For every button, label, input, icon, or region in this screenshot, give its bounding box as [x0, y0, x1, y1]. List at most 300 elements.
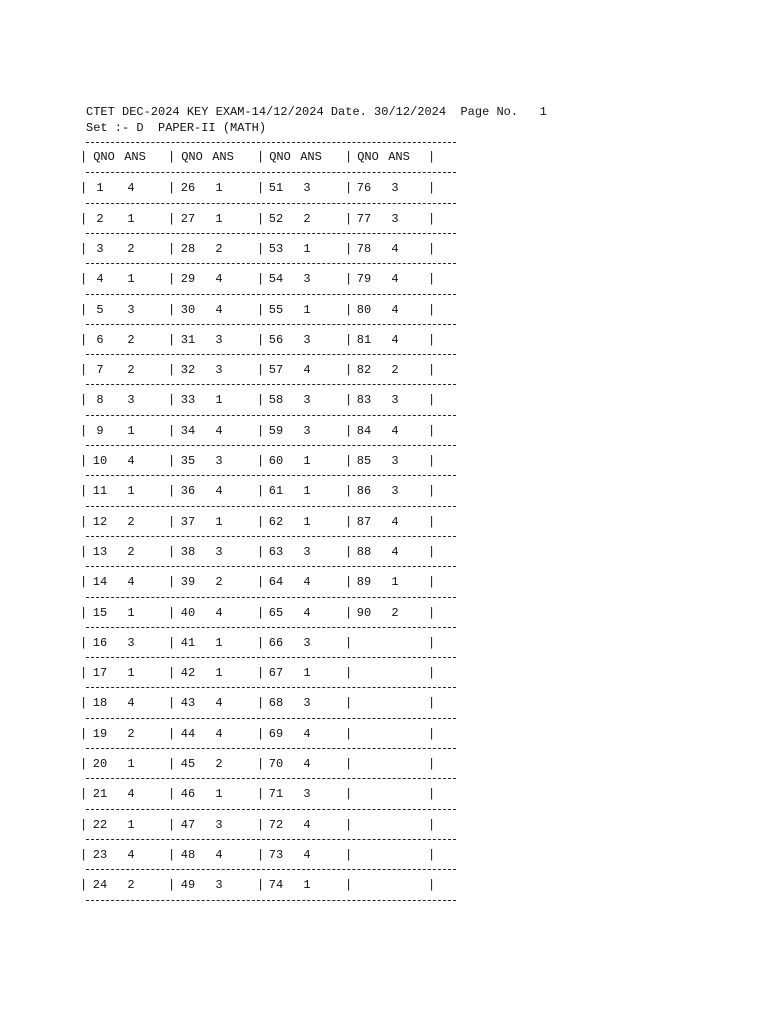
column-separator: |	[80, 484, 88, 498]
column-separator: |	[257, 666, 265, 680]
question-number: 61	[268, 484, 284, 498]
answer-value: 1	[215, 666, 223, 680]
question-number: 58	[268, 393, 284, 407]
column-separator: |	[345, 272, 353, 286]
column-separator: |	[80, 878, 88, 892]
table-divider	[86, 384, 456, 385]
column-separator: |	[257, 727, 265, 741]
column-separator: |	[80, 636, 88, 650]
answer-value: 2	[303, 212, 311, 226]
question-number: 67	[268, 666, 284, 680]
question-number: 9	[96, 424, 104, 438]
answer-value: 2	[215, 575, 223, 589]
column-separator: |	[345, 484, 353, 498]
table-divider	[86, 809, 456, 810]
column-separator: |	[257, 515, 265, 529]
answer-value: 1	[303, 303, 311, 317]
answer-value: 4	[215, 606, 223, 620]
question-number: 38	[180, 545, 196, 559]
answer-value: 4	[303, 818, 311, 832]
column-separator: |	[428, 727, 436, 741]
column-separator: |	[345, 787, 353, 801]
table-divider	[86, 475, 456, 476]
question-number: 44	[180, 727, 196, 741]
column-separator: |	[80, 363, 88, 377]
column-separator: |	[168, 666, 176, 680]
answer-value: 3	[215, 333, 223, 347]
answer-value: 1	[127, 212, 135, 226]
answer-value: 1	[303, 666, 311, 680]
question-number: 47	[180, 818, 196, 832]
question-number: 90	[356, 606, 372, 620]
column-separator: |	[345, 696, 353, 710]
column-separator: |	[257, 606, 265, 620]
column-header-qno: QNO	[181, 150, 203, 164]
column-separator: |	[345, 150, 353, 164]
column-separator: |	[168, 181, 176, 195]
question-number: 4	[96, 272, 104, 286]
question-number: 17	[92, 666, 108, 680]
answer-value: 1	[215, 393, 223, 407]
column-separator: |	[168, 848, 176, 862]
answer-value: 3	[215, 545, 223, 559]
question-number: 69	[268, 727, 284, 741]
answer-value: 1	[215, 636, 223, 650]
column-separator: |	[168, 454, 176, 468]
table-divider	[86, 354, 456, 355]
question-number: 64	[268, 575, 284, 589]
column-separator: |	[80, 696, 88, 710]
question-number: 81	[356, 333, 372, 347]
column-separator: |	[257, 787, 265, 801]
table-divider	[86, 566, 456, 567]
column-separator: |	[428, 150, 436, 164]
table-divider	[86, 869, 456, 870]
question-number: 60	[268, 454, 284, 468]
answer-value: 4	[303, 606, 311, 620]
column-separator: |	[168, 696, 176, 710]
question-number: 85	[356, 454, 372, 468]
column-separator: |	[80, 787, 88, 801]
answer-value: 2	[127, 878, 135, 892]
column-separator: |	[80, 424, 88, 438]
column-separator: |	[168, 212, 176, 226]
question-number: 43	[180, 696, 196, 710]
answer-value: 4	[215, 484, 223, 498]
column-separator: |	[428, 242, 436, 256]
question-number: 26	[180, 181, 196, 195]
question-number: 63	[268, 545, 284, 559]
table-divider	[86, 203, 456, 204]
answer-value: 4	[215, 848, 223, 862]
answer-value: 2	[127, 242, 135, 256]
column-separator: |	[168, 787, 176, 801]
question-number: 89	[356, 575, 372, 589]
answer-value: 4	[127, 575, 135, 589]
column-separator: |	[345, 363, 353, 377]
column-separator: |	[168, 545, 176, 559]
column-separator: |	[257, 272, 265, 286]
column-separator: |	[428, 393, 436, 407]
answer-value: 3	[303, 181, 311, 195]
question-number: 42	[180, 666, 196, 680]
answer-value: 1	[215, 515, 223, 529]
column-separator: |	[80, 515, 88, 529]
column-separator: |	[80, 666, 88, 680]
question-number: 22	[92, 818, 108, 832]
question-number: 19	[92, 727, 108, 741]
table-divider	[86, 263, 456, 264]
answer-value: 3	[391, 393, 399, 407]
answer-value: 4	[127, 848, 135, 862]
column-separator: |	[257, 545, 265, 559]
column-separator: |	[345, 181, 353, 195]
table-divider	[86, 718, 456, 719]
question-number: 27	[180, 212, 196, 226]
column-separator: |	[428, 454, 436, 468]
table-divider	[86, 536, 456, 537]
question-number: 71	[268, 787, 284, 801]
column-separator: |	[168, 242, 176, 256]
question-number: 18	[92, 696, 108, 710]
question-number: 72	[268, 818, 284, 832]
table-divider	[86, 748, 456, 749]
column-separator: |	[257, 818, 265, 832]
answer-value: 3	[127, 393, 135, 407]
answer-value: 4	[391, 333, 399, 347]
column-separator: |	[80, 606, 88, 620]
table-divider	[86, 294, 456, 295]
answer-value: 3	[303, 636, 311, 650]
question-number: 24	[92, 878, 108, 892]
question-number: 84	[356, 424, 372, 438]
answer-value: 4	[215, 424, 223, 438]
question-number: 51	[268, 181, 284, 195]
column-header-ans: ANS	[212, 150, 234, 164]
answer-value: 3	[303, 696, 311, 710]
answer-value: 1	[303, 878, 311, 892]
answer-value: 2	[215, 757, 223, 771]
question-number: 5	[96, 303, 104, 317]
table-divider	[86, 839, 456, 840]
column-separator: |	[80, 272, 88, 286]
question-number: 30	[180, 303, 196, 317]
column-separator: |	[168, 150, 176, 164]
column-separator: |	[428, 575, 436, 589]
column-separator: |	[345, 666, 353, 680]
question-number: 65	[268, 606, 284, 620]
column-separator: |	[345, 757, 353, 771]
question-number: 33	[180, 393, 196, 407]
question-number: 11	[92, 484, 108, 498]
column-separator: |	[168, 575, 176, 589]
answer-value: 3	[391, 212, 399, 226]
answer-value: 1	[127, 757, 135, 771]
column-separator: |	[168, 818, 176, 832]
column-separator: |	[257, 333, 265, 347]
column-separator: |	[428, 757, 436, 771]
column-separator: |	[428, 303, 436, 317]
column-separator: |	[168, 757, 176, 771]
column-separator: |	[345, 333, 353, 347]
column-separator: |	[168, 363, 176, 377]
answer-value: 3	[303, 393, 311, 407]
question-number: 70	[268, 757, 284, 771]
column-separator: |	[257, 848, 265, 862]
answer-value: 2	[391, 363, 399, 377]
question-number: 12	[92, 515, 108, 529]
column-separator: |	[345, 848, 353, 862]
question-number: 87	[356, 515, 372, 529]
column-header-qno: QNO	[269, 150, 291, 164]
column-separator: |	[168, 515, 176, 529]
answer-value: 1	[391, 575, 399, 589]
answer-value: 4	[215, 727, 223, 741]
answer-value: 1	[303, 484, 311, 498]
question-number: 88	[356, 545, 372, 559]
question-number: 2	[96, 212, 104, 226]
answer-value: 3	[127, 303, 135, 317]
question-number: 34	[180, 424, 196, 438]
question-number: 86	[356, 484, 372, 498]
column-separator: |	[168, 303, 176, 317]
answer-value: 2	[127, 727, 135, 741]
column-header-qno: QNO	[93, 150, 115, 164]
answer-value: 2	[127, 333, 135, 347]
column-separator: |	[428, 878, 436, 892]
question-number: 10	[92, 454, 108, 468]
answer-value: 4	[391, 424, 399, 438]
answer-value: 4	[303, 848, 311, 862]
header-line-2: Set :- D PAPER-II (MATH)	[86, 121, 267, 135]
question-number: 32	[180, 363, 196, 377]
column-separator: |	[80, 454, 88, 468]
column-separator: |	[80, 848, 88, 862]
question-number: 76	[356, 181, 372, 195]
question-number: 57	[268, 363, 284, 377]
answer-value: 3	[215, 454, 223, 468]
column-separator: |	[345, 212, 353, 226]
table-divider	[86, 506, 456, 507]
column-separator: |	[257, 878, 265, 892]
question-number: 59	[268, 424, 284, 438]
column-separator: |	[345, 575, 353, 589]
column-separator: |	[345, 424, 353, 438]
column-separator: |	[168, 727, 176, 741]
column-separator: |	[345, 727, 353, 741]
column-separator: |	[168, 636, 176, 650]
question-number: 46	[180, 787, 196, 801]
answer-value: 1	[215, 787, 223, 801]
column-separator: |	[80, 757, 88, 771]
column-header-qno: QNO	[357, 150, 379, 164]
question-number: 7	[96, 363, 104, 377]
answer-value: 4	[391, 515, 399, 529]
question-number: 82	[356, 363, 372, 377]
question-number: 1	[96, 181, 104, 195]
column-separator: |	[80, 333, 88, 347]
answer-value: 3	[303, 333, 311, 347]
answer-value: 2	[391, 606, 399, 620]
column-separator: |	[428, 545, 436, 559]
answer-value: 3	[391, 484, 399, 498]
column-separator: |	[257, 454, 265, 468]
answer-value: 3	[391, 454, 399, 468]
question-number: 56	[268, 333, 284, 347]
question-number: 62	[268, 515, 284, 529]
column-separator: |	[428, 848, 436, 862]
column-separator: |	[428, 424, 436, 438]
question-number: 80	[356, 303, 372, 317]
answer-value: 3	[303, 272, 311, 286]
column-separator: |	[257, 212, 265, 226]
question-number: 23	[92, 848, 108, 862]
answer-value: 4	[391, 303, 399, 317]
column-separator: |	[80, 575, 88, 589]
question-number: 53	[268, 242, 284, 256]
question-number: 35	[180, 454, 196, 468]
answer-value: 3	[215, 363, 223, 377]
question-number: 29	[180, 272, 196, 286]
column-separator: |	[345, 303, 353, 317]
table-divider	[86, 597, 456, 598]
column-separator: |	[80, 727, 88, 741]
answer-value: 4	[127, 696, 135, 710]
question-number: 28	[180, 242, 196, 256]
column-separator: |	[428, 636, 436, 650]
question-number: 6	[96, 333, 104, 347]
question-number: 68	[268, 696, 284, 710]
column-separator: |	[257, 757, 265, 771]
question-number: 15	[92, 606, 108, 620]
column-separator: |	[168, 606, 176, 620]
question-number: 36	[180, 484, 196, 498]
answer-value: 4	[303, 757, 311, 771]
answer-value: 1	[127, 272, 135, 286]
column-separator: |	[428, 363, 436, 377]
answer-value: 3	[215, 818, 223, 832]
answer-value: 4	[127, 181, 135, 195]
column-separator: |	[80, 818, 88, 832]
table-divider	[86, 324, 456, 325]
question-number: 55	[268, 303, 284, 317]
question-number: 3	[96, 242, 104, 256]
column-separator: |	[428, 696, 436, 710]
column-separator: |	[80, 545, 88, 559]
question-number: 66	[268, 636, 284, 650]
answer-value: 2	[127, 545, 135, 559]
question-number: 74	[268, 878, 284, 892]
column-separator: |	[80, 303, 88, 317]
column-separator: |	[345, 878, 353, 892]
question-number: 37	[180, 515, 196, 529]
table-divider	[86, 172, 456, 173]
answer-value: 3	[391, 181, 399, 195]
column-separator: |	[428, 818, 436, 832]
answer-value: 3	[303, 787, 311, 801]
table-divider	[86, 142, 456, 143]
column-separator: |	[428, 787, 436, 801]
column-header-ans: ANS	[300, 150, 322, 164]
column-separator: |	[168, 484, 176, 498]
column-header-ans: ANS	[124, 150, 146, 164]
column-separator: |	[168, 333, 176, 347]
column-separator: |	[345, 393, 353, 407]
column-separator: |	[428, 666, 436, 680]
column-separator: |	[80, 181, 88, 195]
answer-value: 4	[303, 727, 311, 741]
question-number: 14	[92, 575, 108, 589]
column-separator: |	[168, 424, 176, 438]
answer-value: 4	[391, 242, 399, 256]
column-separator: |	[80, 242, 88, 256]
question-number: 8	[96, 393, 104, 407]
answer-value: 2	[215, 242, 223, 256]
question-number: 20	[92, 757, 108, 771]
answer-value: 1	[215, 212, 223, 226]
answer-value: 1	[127, 666, 135, 680]
column-separator: |	[257, 393, 265, 407]
column-separator: |	[257, 575, 265, 589]
answer-value: 3	[215, 878, 223, 892]
column-separator: |	[257, 242, 265, 256]
question-number: 54	[268, 272, 284, 286]
column-separator: |	[428, 212, 436, 226]
column-separator: |	[168, 393, 176, 407]
question-number: 16	[92, 636, 108, 650]
answer-value: 2	[127, 515, 135, 529]
column-separator: |	[345, 515, 353, 529]
question-number: 39	[180, 575, 196, 589]
column-separator: |	[345, 242, 353, 256]
table-divider	[86, 900, 456, 901]
question-number: 73	[268, 848, 284, 862]
question-number: 13	[92, 545, 108, 559]
answer-value: 1	[215, 181, 223, 195]
question-number: 83	[356, 393, 372, 407]
column-separator: |	[257, 181, 265, 195]
column-separator: |	[80, 393, 88, 407]
answer-value: 1	[303, 242, 311, 256]
table-divider	[86, 445, 456, 446]
question-number: 49	[180, 878, 196, 892]
column-separator: |	[80, 212, 88, 226]
column-separator: |	[168, 272, 176, 286]
answer-value: 4	[215, 303, 223, 317]
answer-value: 1	[127, 818, 135, 832]
question-number: 78	[356, 242, 372, 256]
answer-value: 1	[127, 606, 135, 620]
question-number: 45	[180, 757, 196, 771]
table-divider	[86, 657, 456, 658]
column-separator: |	[257, 484, 265, 498]
answer-value: 4	[127, 454, 135, 468]
question-number: 77	[356, 212, 372, 226]
answer-value: 1	[303, 454, 311, 468]
answer-value: 1	[303, 515, 311, 529]
answer-value: 4	[391, 545, 399, 559]
column-separator: |	[168, 878, 176, 892]
question-number: 21	[92, 787, 108, 801]
question-number: 40	[180, 606, 196, 620]
answer-value: 4	[303, 363, 311, 377]
column-separator: |	[428, 515, 436, 529]
column-separator: |	[345, 636, 353, 650]
question-number: 48	[180, 848, 196, 862]
question-number: 79	[356, 272, 372, 286]
column-separator: |	[428, 181, 436, 195]
column-separator: |	[257, 696, 265, 710]
